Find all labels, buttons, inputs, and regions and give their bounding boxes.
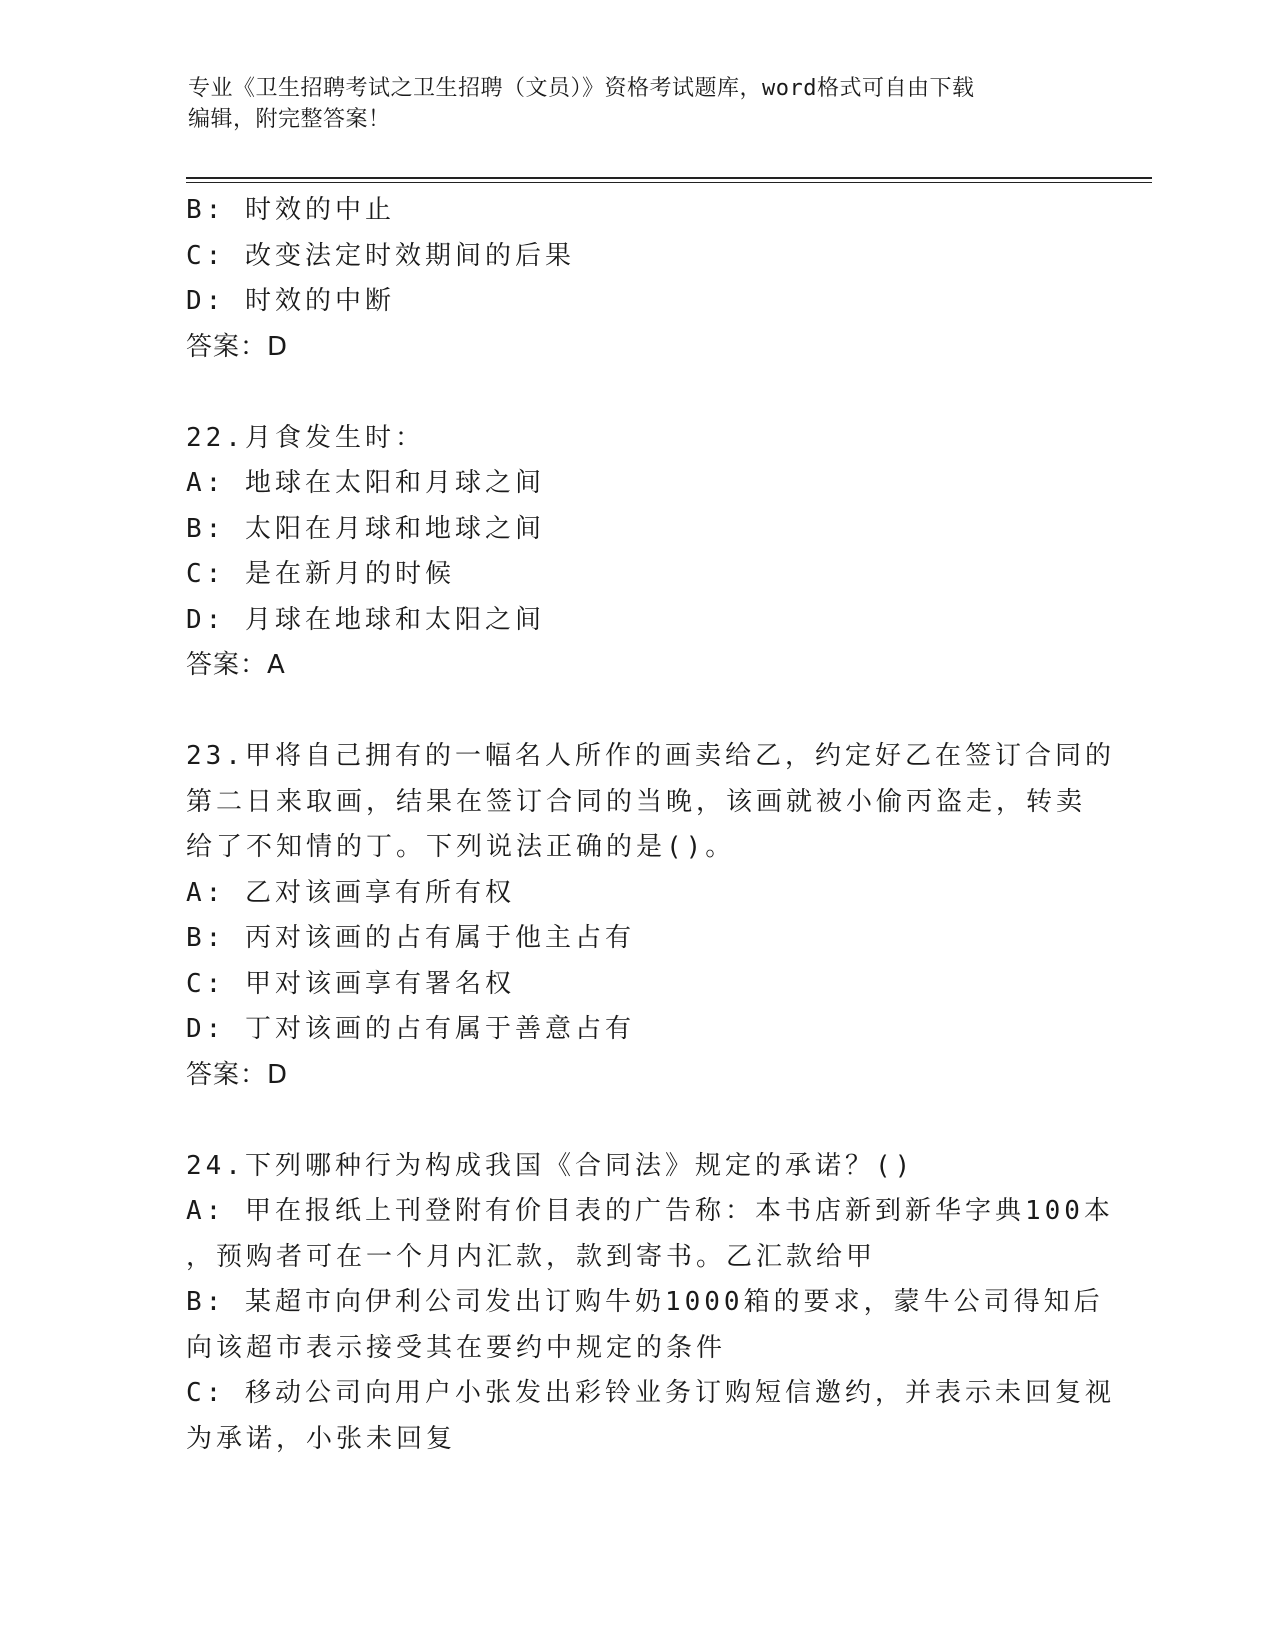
option-b-line-2: 向该超市表示接受其在要约中规定的条件	[186, 1332, 727, 1363]
option-c-line-2: 为承诺，小张未回复	[186, 1423, 457, 1454]
header-rule-thin	[186, 182, 1152, 183]
question-24	[186, 1144, 1115, 1463]
question-23	[186, 734, 1115, 1098]
question-stem-line-1: 23.甲将自己拥有的一幅名人所作的画卖给乙，约定好乙在签订合同的	[186, 741, 1115, 771]
answer-line: 答案：A	[186, 650, 286, 680]
option-d: D: 时效的中断	[186, 286, 395, 316]
option-b: B: 太阳在月球和地球之间	[186, 513, 545, 544]
option-b-line-1: B: 某超市向伊利公司发出订购牛奶1000箱的要求，蒙牛公司得知后	[186, 1287, 1104, 1317]
option-c: C: 甲对该画享有署名权	[186, 968, 515, 999]
header-rule-thick	[186, 177, 1152, 179]
option-a-line-1: A: 甲在报纸上刊登附有价目表的广告称：本书店新到新华字典100本	[186, 1196, 1114, 1226]
answer-line: 答案：D	[186, 331, 289, 362]
header-line-2: 编辑，附完整答案！	[188, 107, 391, 132]
spacer	[186, 370, 1086, 416]
question-stem-line-2: 第二日来取画，结果在签订合同的当晚，该画就被小偷丙盗走，转卖	[186, 786, 1087, 817]
option-a-line-2: ，预购者可在一个月内汇款，款到寄书。乙汇款给甲	[186, 1241, 877, 1272]
spacer	[186, 1098, 1086, 1144]
option-b: B: 时效的中止	[186, 195, 395, 225]
question-stem-line-3: 给了不知情的丁。下列说法正确的是()。	[186, 832, 736, 862]
question-21-tail	[186, 188, 1086, 370]
question-stem: 22.月食发生时：	[186, 422, 425, 453]
option-c: C: 是在新月的时候	[186, 559, 455, 589]
option-b: B: 丙对该画的占有属于他主占有	[186, 923, 635, 953]
spacer	[186, 689, 1086, 735]
option-d: D: 丁对该画的占有属于善意占有	[186, 1014, 635, 1044]
option-c: C: 改变法定时效期间的后果	[186, 240, 575, 271]
option-d: D: 月球在地球和太阳之间	[186, 604, 545, 635]
answer-line: 答案：D	[186, 1059, 289, 1090]
option-c-line-1: C: 移动公司向用户小张发出彩铃业务订购短信邀约，并表示未回复视	[186, 1378, 1115, 1408]
option-a: A: 乙对该画享有所有权	[186, 877, 515, 908]
header-line-1: 专业《卫生招聘考试之卫生招聘（文员）》资格考试题库，word格式可自由下载	[188, 76, 975, 101]
question-list	[186, 188, 1115, 1462]
page-header	[188, 73, 1068, 135]
question-22	[186, 416, 1086, 689]
question-stem: 24.下列哪种行为构成我国《合同法》规定的承诺？()	[186, 1150, 915, 1181]
option-a: A: 地球在太阳和月球之间	[186, 468, 545, 498]
